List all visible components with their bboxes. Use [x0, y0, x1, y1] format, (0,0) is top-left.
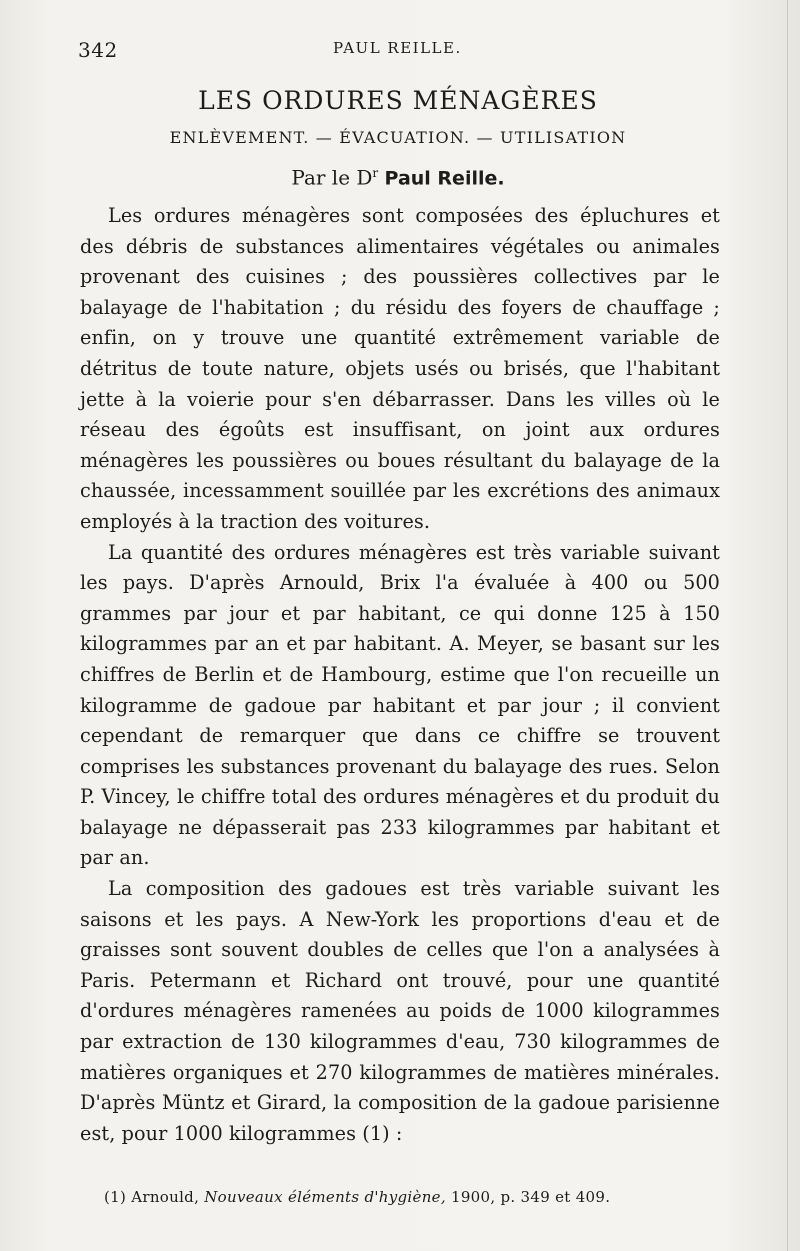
paragraph-3: La composition des gadoues est très variable suivant les saisons et les pays. A New-York les proportions d'eau et de graisses sont souvent doubles de celles que l'on a analysées à Paris. Petermann et Richard ont trouvé, pour une quantité d'ordures ménagères ramenées au poids de 1000 kilogrammes par extraction de 130 kilogrammes d'eau, 730 kilogrammes de matières organiques et 270 kilogrammes de matières minérales. D'après Müntz et Girard, la composition de la gadoue parisienne est, pour 1000 kilogrammes (1) :: [80, 877, 720, 1145]
footnote-author: Arnould,: [131, 1188, 200, 1206]
footnote-marker: (1): [104, 1188, 127, 1206]
running-head: [78, 34, 718, 64]
article-title: LES ORDURES MÉNAGÈRES: [198, 86, 598, 115]
running-title: PAUL REILLE.: [333, 39, 462, 57]
page-number: 342: [78, 38, 118, 62]
footnote: [104, 1185, 724, 1209]
byline: [78, 158, 718, 194]
paragraph-1: Les ordures ménagères sont composées des épluchures et des débris de substances alimentaires végétales ou animales provenant des cuisines ; des poussières collectives par le balayage de l'habitation ; du résidu des foyers de chauffage ; enfin, on y trouve une quantité extrêmement variable de détritus de toute nature, objets usés ou brisés, que l'habitant jette à la voierie pour s'en débarrasser. Dans les villes où le réseau des égoûts est insuffisant, on joint aux ordures ménagères les poussières ou boues résultant du balayage de la chaussée, incessamment souillée par les excrétions des animaux employés à la traction des voitures.: [80, 204, 720, 533]
author-name: Paul Reille.: [384, 167, 505, 190]
byline-prefix: Par le D: [291, 165, 373, 190]
body-text: [80, 201, 720, 1149]
title-block: [78, 84, 718, 194]
footnote-details: 1900, p. 349 et 409.: [450, 1188, 611, 1206]
page-edge-shadow: [787, 0, 788, 1251]
paragraph-2: La quantité des ordures ménagères est très variable suivant les pays. D'après Arnould, Brix l'a évaluée à 400 ou 500 grammes par jour et par habitant, ce qui donne 125 à 150 kilogrammes par an et par habitant. A. Meyer, se basant sur les chiffres de Berlin et de Hambourg, estime que l'on recueille un kilogramme de gadoue par habitant et par jour ; il convient cependant de remarquer que dans ce chiffre se trouvent comprises les substances provenant du balayage des rues. Selon P. Vincey, le chiffre total des ordures ménagères et du produit du balayage ne dépasserait pas 233 kilogrammes par habitant et par an.: [80, 540, 720, 870]
footnote-work: Nouveaux éléments d'hygiène,: [204, 1188, 446, 1206]
article-subtitle: ENLÈVEMENT. — ÉVACUATION. — UTILISATION: [169, 128, 627, 147]
byline-sup: r: [372, 166, 379, 180]
